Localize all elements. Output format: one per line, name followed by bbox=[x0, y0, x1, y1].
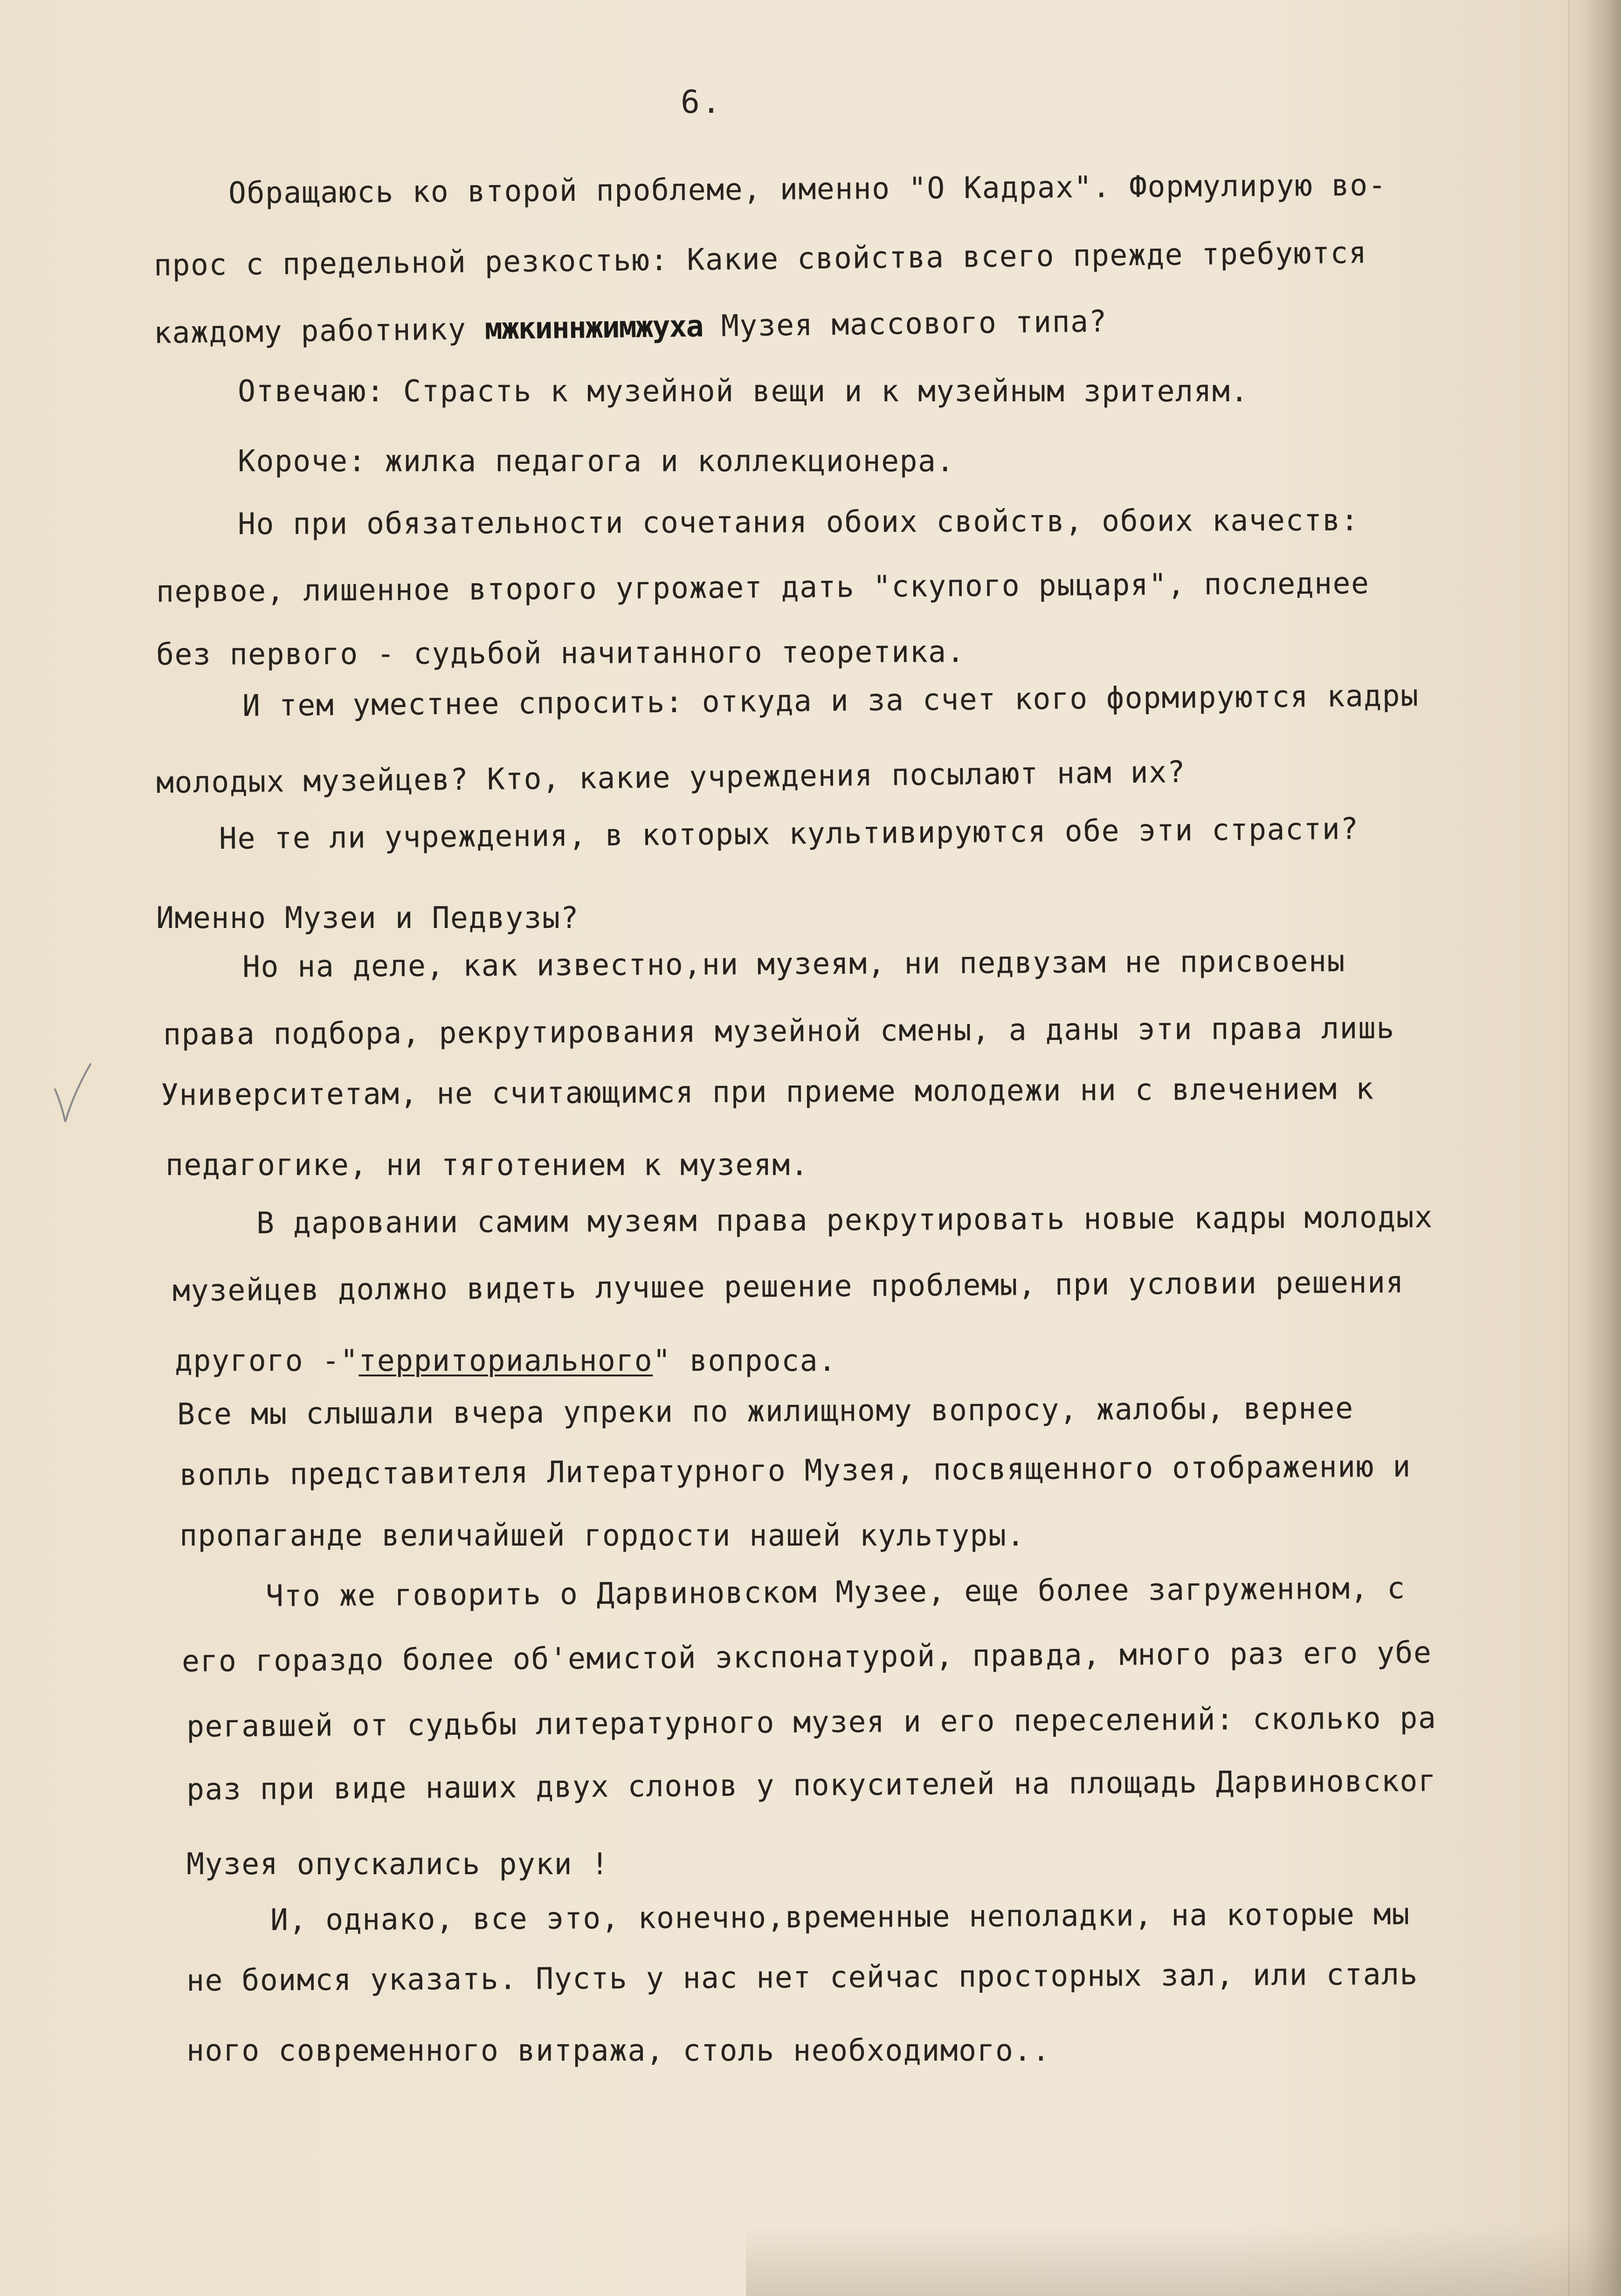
text-segment: не боимся указать. Пусть у нас нет сейчас просторных зал, или сталь bbox=[186, 1957, 1419, 1998]
underlined-text: территориального bbox=[359, 1344, 653, 1378]
text-segment: Отвечаю: Страсть к музейной вещи и к музейным зрителям. bbox=[238, 374, 1249, 409]
text-segment: раз при виде наших двух слонов у покусителей на площадь Дарвиновског bbox=[186, 1764, 1437, 1807]
text-segment: Короче: жилка педагога и коллекционера. bbox=[238, 444, 955, 479]
text-line bbox=[172, 1264, 1404, 1310]
text-line bbox=[182, 1634, 1432, 1680]
handwritten-check-mark bbox=[51, 1060, 93, 1126]
text-segment: молодых музейцев? Кто, какие учреждения посылают нам их? bbox=[156, 755, 1186, 800]
text-segment: Музея опускались руки ! bbox=[186, 1847, 609, 1882]
text-line bbox=[186, 2032, 1050, 2069]
text-segment: каждому работнику bbox=[153, 312, 485, 351]
page-edge-shadow bbox=[1588, 0, 1621, 2296]
text-segment: " вопроса. bbox=[653, 1344, 837, 1378]
text-segment: вопль представителя Литературного Музея, посвященного отображению и bbox=[179, 1449, 1412, 1492]
text-line bbox=[156, 565, 1370, 611]
text-line bbox=[266, 1570, 1406, 1615]
text-line bbox=[156, 633, 965, 674]
text-segment: Обращаюсь ко второй проблеме, именно "О Кадрах". Формулирую во- bbox=[228, 168, 1387, 211]
text-segment: Но на деле, как известно,ни музеям, ни педвузам не присвоены bbox=[242, 944, 1346, 984]
text-segment: Именно Музеи и Педвузы? bbox=[156, 901, 579, 935]
text-segment: И, однако, все это, конечно,временные неполадки, на которые мы bbox=[270, 1897, 1410, 1938]
text-line bbox=[228, 167, 1387, 212]
text-line bbox=[238, 443, 955, 480]
text-segment: Все мы слышали вчера упреки по жилищному вопросу, жалобы, вернее bbox=[177, 1391, 1354, 1432]
text-segment: Что же говорить о Дарвиновском Музее, еще более загруженном, с bbox=[265, 1571, 1406, 1614]
text-line bbox=[256, 1199, 1433, 1242]
text-segment: прос с предельной резкостью: Какие свойства всего прежде требуются bbox=[153, 235, 1367, 283]
text-segment: другого -" bbox=[175, 1344, 359, 1378]
text-line bbox=[179, 1517, 1025, 1554]
text-segment: И тем уместнее спросить: откуда и за счет кого формируются кадры bbox=[242, 678, 1419, 723]
text-line bbox=[154, 234, 1367, 284]
text-line bbox=[186, 1956, 1418, 2000]
text-line bbox=[238, 373, 1249, 410]
page-number: 6. bbox=[681, 84, 723, 121]
text-segment: пропаганде величайшей гордости нашей культуры. bbox=[179, 1519, 1025, 1553]
text-line bbox=[177, 1390, 1354, 1433]
text-segment: его гораздо более об'емистой экспонатурой, правда, много раз его убе bbox=[181, 1636, 1432, 1679]
text-line bbox=[166, 1147, 809, 1184]
text-segment: права подбора, рекрутирования музейной смены, а даны эти права лишь bbox=[163, 1011, 1395, 1052]
bottom-fold-shadow bbox=[746, 2226, 1621, 2296]
text-segment: Но при обязательности сочетания обоих свойств, обоих качеств: bbox=[237, 503, 1359, 542]
text-line bbox=[161, 1070, 1374, 1114]
text-segment: первое, лишенное второго угрожает дать "скупого рыцаря", последнее bbox=[156, 566, 1370, 609]
text-line bbox=[186, 1762, 1437, 1808]
text-segment: Не те ли учреждения, в которых культивируются обе эти страсти? bbox=[219, 811, 1359, 856]
text-line bbox=[242, 943, 1345, 986]
text-segment: В даровании самим музеям права рекрутировать новые кадры молодых bbox=[256, 1200, 1433, 1241]
text-segment: ного современного витража, столь необходимого.. bbox=[186, 2034, 1051, 2068]
text-line bbox=[219, 811, 1359, 858]
text-line bbox=[179, 1448, 1411, 1494]
page-edge-line bbox=[1568, 0, 1570, 2296]
text-line bbox=[175, 1342, 837, 1380]
text-line bbox=[156, 754, 1186, 802]
text-line bbox=[242, 677, 1419, 725]
text-line bbox=[186, 1699, 1437, 1746]
text-segment: Музея массового типа? bbox=[702, 304, 1108, 344]
text-line bbox=[156, 900, 579, 937]
text-segment: регавшей от судьбы литературного музея и его переселений: сколько ра bbox=[186, 1701, 1437, 1744]
text-line bbox=[154, 303, 1108, 352]
text-line bbox=[238, 502, 1359, 543]
struck-through-text: мжкиннжимжуxa bbox=[484, 309, 703, 347]
text-segment: без первого - судьбой начитанного теоретика. bbox=[156, 634, 966, 672]
text-line bbox=[186, 1846, 609, 1883]
text-segment: музейцев должно видеть лучшее решение проблемы, при условии решения bbox=[172, 1265, 1405, 1308]
text-line bbox=[163, 1010, 1395, 1053]
text-segment: Университетам, не считающимся при приеме молодежи ни с влечением к bbox=[160, 1072, 1374, 1113]
text-line bbox=[270, 1896, 1410, 1939]
text-segment: педагогике, ни тяготением к музеям. bbox=[166, 1148, 809, 1182]
